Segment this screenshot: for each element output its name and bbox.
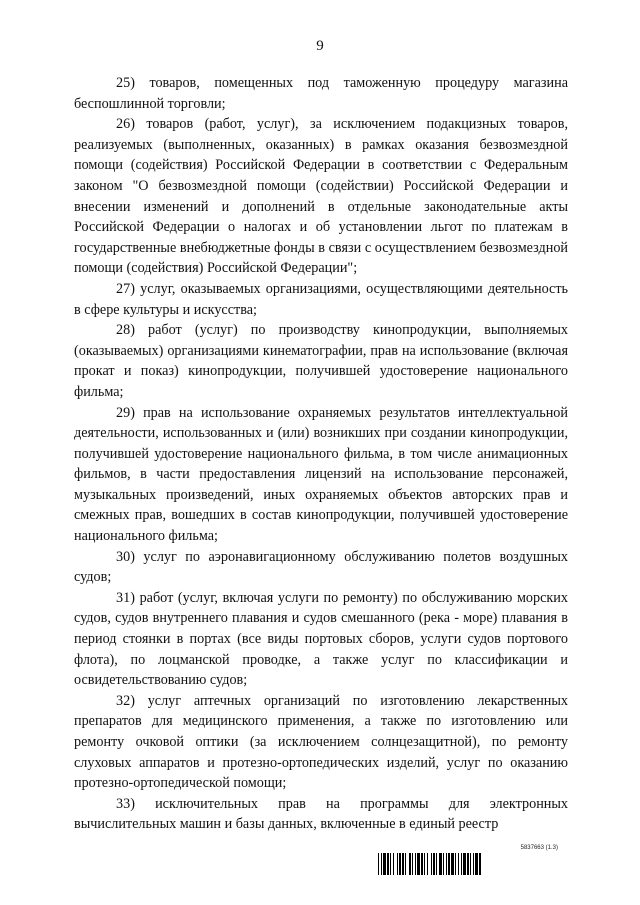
item-text: услуг по аэронавигационному обслуживанию полетов воздушных судов; — [74, 548, 568, 586]
list-item — [74, 794, 568, 835]
item-number: 31) — [116, 589, 135, 606]
barcode-bar — [481, 853, 482, 875]
document-code: 5837663 (1.3) — [520, 845, 558, 851]
item-number: 29) — [116, 404, 135, 421]
list-item — [74, 691, 568, 794]
document-body — [74, 73, 568, 835]
barcode-image — [378, 853, 568, 875]
list-item — [74, 547, 568, 588]
item-number: 33) — [116, 795, 135, 812]
item-text: товаров, помещенных под таможенную процедуру магазина беспошлинной торговли; — [74, 75, 568, 112]
item-number: 26) — [116, 116, 135, 133]
item-text: исключительных прав на программы для электронных вычислительных машин и базы данных, включенные в единый реестр — [74, 795, 569, 833]
item-text: прав на использование охраняемых результатов интеллектуальной деятельности, использованных и (или) возникших при создании кинопродукции, получившей удостоверение национального фильма, в том числе анимационных фильмов, в части предоставления лицензий на использование персонажей, музыкальных произведений, иных охраняемых объектов авторских прав и смежных прав, вошедших в состав кинопродукции, получившей удостоверение национального фильма; — [74, 404, 568, 545]
list-item — [74, 114, 568, 279]
item-text: работ (услуг) по производству кинопродукции, выполняемых (оказываемых) организациями кинематографии, прав на использование (включая прокат и показ) кинопродукции, получившей удостоверение национального фильма; — [74, 322, 568, 400]
item-text: товаров (работ, услуг), за исключением подакцизных товаров, реализуемых (выполненных, оказанных) в рамках оказания безвозмездной помощи (содействия) Российской Федерации в соответствии с Федеральным законом "О безвозмездной помощи (содействии) Российской Федерации и внесении изменений и дополнений в отдельные законодательные акты Российской Федерации о налогах и об установлении льгот по платежам в государственные внебюджетные фонды в связи с осуществлением безвозмездной помощи (содействия) Российской Федерации"; — [74, 116, 568, 277]
item-number: 28) — [116, 322, 135, 339]
list-item — [74, 588, 568, 691]
list-item — [74, 320, 568, 402]
page-number: 9 — [316, 38, 324, 54]
item-text: услуг, оказываемых организациями, осуществляющими деятельность в сфере культуры и искусства; — [74, 280, 568, 318]
item-number: 30) — [116, 548, 135, 565]
item-text: работ (услуг, включая услуги по ремонту) по обслуживанию морских судов, судов внутреннего плавания и судов смешанного (река - море) плавания в период стоянки в портах (все виды портовых сборов, услуги судов портового флота), по лоцманской проводке, а также услуг по классификации и освидетельствованию судов; — [74, 589, 568, 689]
item-text: услуг аптечных организаций по изготовлению лекарственных препаратов для медицинского применения, а также по изготовлению или ремонту очковой оптики (за исключением солнцезащитной), по ремонту слуховых аппаратов и протезно-ортопедических изделий, услуг по оказанию протезно-ортопедической помощи; — [74, 692, 569, 792]
list-item — [74, 403, 568, 547]
item-number: 27) — [116, 280, 135, 297]
list-item — [74, 279, 568, 320]
item-number: 32) — [116, 692, 135, 709]
list-item — [74, 73, 568, 114]
item-number: 25) — [116, 75, 135, 91]
